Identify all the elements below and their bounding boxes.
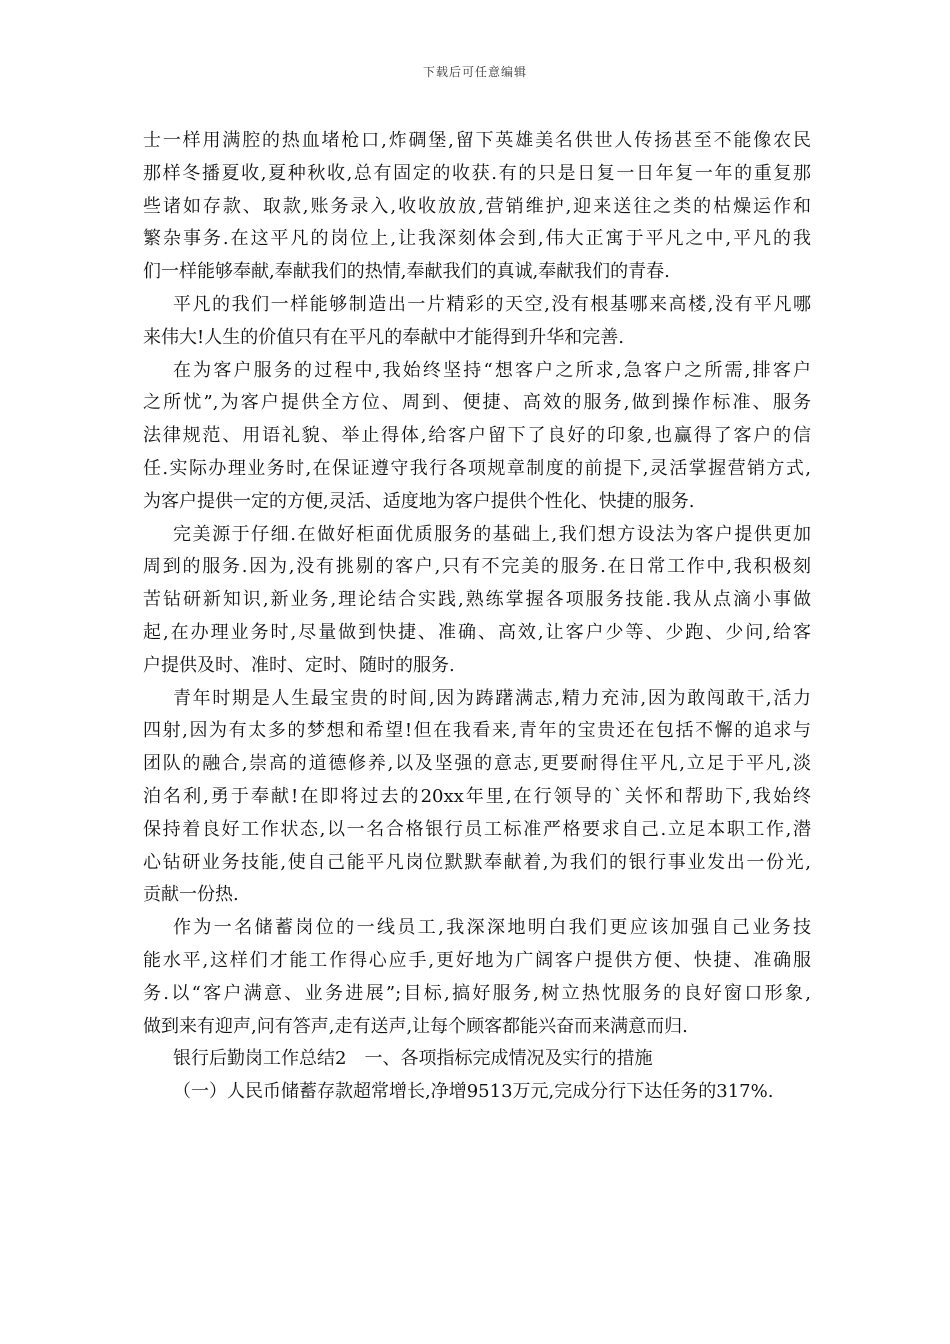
text-line: 能水平,这样们才能工作得心应手,更好地为广阔客户提供方便、快捷、准确服 <box>143 949 811 971</box>
text-line: 作为一名储蓄岗位的一线员工,我深深地明白我们更应该加强自己业务技 <box>173 917 811 939</box>
text-line: 做到来有迎声,问有答声,走有送声,让每个顾客都能兴奋而来满意而归. <box>143 1015 688 1037</box>
text-line: 们一样能够奉献,奉献我们的热情,奉献我们的真诚,奉献我们的青春. <box>143 261 670 283</box>
text-line: 起,在办理业务时,尽量做到快捷、准确、高效,让客户少等、少跑、少问,给客 <box>143 621 811 643</box>
text-line: 为客户提供一定的方便,灵活、适度地为客户提供个性化、快捷的服务. <box>143 490 695 512</box>
text-line: 些诸如存款、取款,账务录入,收收放放,营销维护,迎来送往之类的枯燥运作和 <box>143 195 811 217</box>
text-line: 贡献一份热. <box>143 884 239 906</box>
text-line: 在为客户服务的过程中,我始终坚持“想客户之所求,急客户之所需,排客户 <box>173 359 811 381</box>
text-line: 保持着良好工作状态,以一名合格银行员工标准严格要求自己.立足本职工作,潜 <box>143 818 811 840</box>
text-line: （一）人民币储蓄存款超常增长,净增9513万元,完成分行下达任务的317%. <box>173 1081 774 1103</box>
text-line: 苦钻研新知识,新业务,理论结合实践,熟练掌握各项服务技能.我从点滴小事做 <box>143 589 811 611</box>
text-line: 平凡的我们一样能够制造出一片精彩的天空,没有根基哪来高楼,没有平凡哪 <box>173 293 811 315</box>
text-line: 完美源于仔细.在做好柜面优质服务的基础上,我们想方设法为客户提供更加 <box>173 523 811 545</box>
document-body <box>143 125 811 1109</box>
text-line: 务.以“客户满意、业务进展”;目标,搞好服务,树立热忱服务的良好窗口形象, <box>143 982 811 1004</box>
text-line: 那样冬播夏收,夏种秋收,总有固定的收获.有的只是日复一日年复一年的重复那 <box>143 162 811 184</box>
text-line: 繁杂事务.在这平凡的岗位上,让我深刻体会到,伟大正寓于平凡之中,平凡的我 <box>143 228 811 250</box>
text-line: 泊名利,勇于奉献!在即将过去的20xx年里,在行领导的`关怀和帮助下,我始终 <box>143 785 811 807</box>
text-line: 之所忧”,为客户提供全方位、周到、便捷、高效的服务,做到操作标准、服务 <box>143 392 811 414</box>
text-line: 心钻研业务技能,使自己能平凡岗位默默奉献着,为我们的银行事业发出一份光, <box>143 851 811 873</box>
text-line: 银行后勤岗工作总结2 一、各项指标完成情况及实行的措施 <box>173 1048 653 1070</box>
page-header: 下载后可任意编辑 <box>422 65 527 79</box>
text-line: 四射,因为有太多的梦想和希望!但在我看来,青年的宝贵还在包括不懈的追求与 <box>143 720 811 742</box>
text-line: 周到的服务.因为,没有挑剔的客户,只有不完美的服务.在日常工作中,我积极刻 <box>143 556 811 578</box>
text-line: 团队的融合,崇高的道德修养,以及坚强的意志,更要耐得住平凡,立足于平凡,淡 <box>143 753 811 775</box>
text-line: 法律规范、用语礼貌、举止得体,给客户留下了良好的印象,也赢得了客户的信 <box>143 425 811 447</box>
text-line: 户提供及时、准时、定时、随时的服务. <box>143 654 455 676</box>
text-line: 来伟大!人生的价值只有在平凡的奉献中才能得到升华和完善. <box>143 326 624 348</box>
text-line: 青年时期是人生最宝贵的时间,因为踌躇满志,精力充沛,因为敢闯敢干,活力 <box>173 687 811 709</box>
text-line: 任.实际办理业务时,在保证遵守我行各项规章制度的前提下,灵活掌握营销方式, <box>143 457 811 479</box>
text-line: 士一样用满腔的热血堵枪口,炸碉堡,留下英雄美名供世人传扬甚至不能像农民 <box>143 130 811 151</box>
